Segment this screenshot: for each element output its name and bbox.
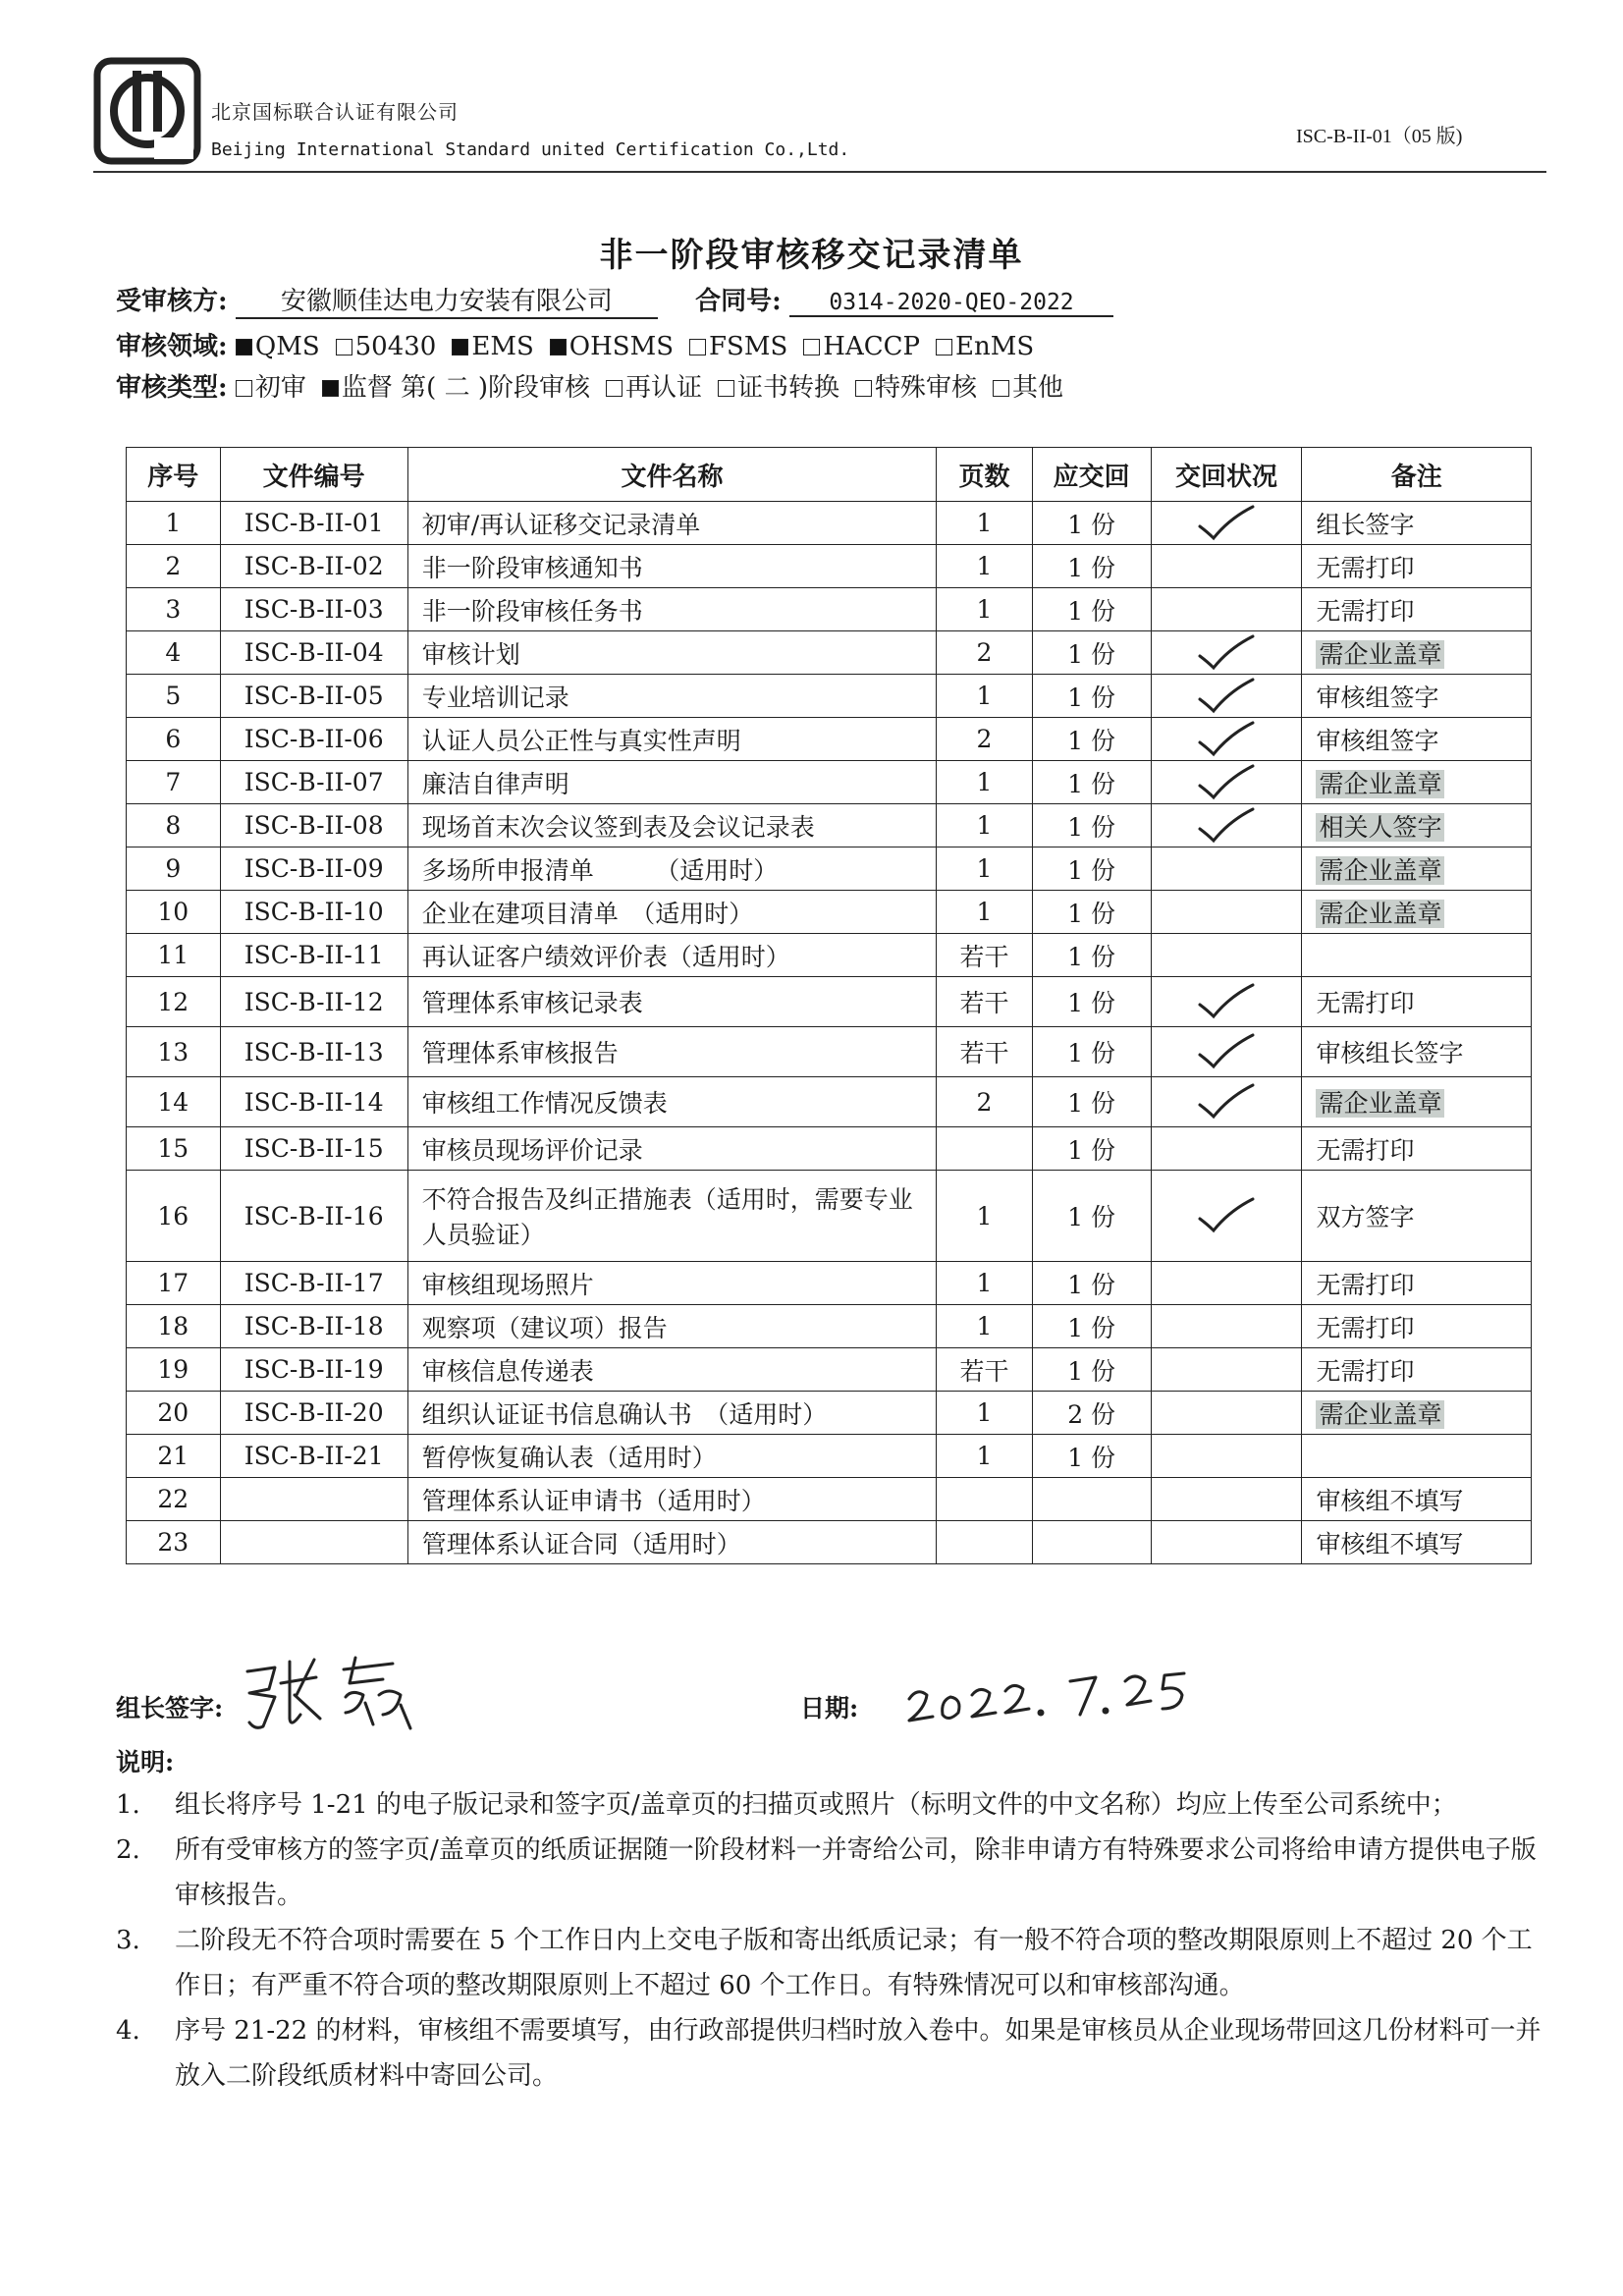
cell-pages: 1 bbox=[937, 675, 1033, 718]
audit-scope-label: 审核领域: bbox=[116, 332, 228, 361]
cell-name: 管理体系审核报告 bbox=[407, 1027, 936, 1077]
option-item bbox=[452, 332, 533, 361]
cell-copies: 1 份 bbox=[1032, 847, 1151, 891]
cell-code: ISC-B-II-18 bbox=[220, 1305, 407, 1348]
note-text: 需企业盖章 bbox=[1316, 1089, 1444, 1118]
cell-pages: 1 bbox=[937, 545, 1033, 588]
cell-copies: 1 份 bbox=[1032, 934, 1151, 977]
option-item bbox=[322, 373, 590, 403]
leader-signature bbox=[236, 1650, 422, 1738]
cell-returned bbox=[1151, 502, 1302, 545]
cell-note bbox=[1302, 588, 1532, 631]
cell-returned bbox=[1151, 847, 1302, 891]
cell-note bbox=[1302, 1262, 1532, 1305]
note-text: 组长将序号 1-21 的电子版记录和签字页/盖章页的扫描页或照片（标明文件的中文名称）均应上传至公司系统中； bbox=[175, 1790, 1457, 1820]
cell-copies: 1 份 bbox=[1032, 891, 1151, 934]
audit-scope-row bbox=[116, 326, 1050, 362]
cell-copies: 1 份 bbox=[1032, 1077, 1151, 1127]
option-item bbox=[855, 373, 977, 403]
note-text: 审核组签字 bbox=[1316, 726, 1439, 755]
cell-name: 管理体系认证申请书（适用时） bbox=[407, 1478, 936, 1521]
unchecked-box-icon bbox=[689, 339, 706, 355]
note-text: 无需打印 bbox=[1316, 553, 1415, 582]
cell-pages: 若干 bbox=[937, 934, 1033, 977]
cell-returned bbox=[1151, 1077, 1302, 1127]
note-number: 1. bbox=[116, 1790, 140, 1820]
cell-name: 专业培训记录 bbox=[407, 675, 936, 718]
note-item bbox=[116, 1782, 1549, 1828]
cell-pages: 1 bbox=[937, 761, 1033, 804]
checkmark-icon bbox=[1192, 805, 1261, 847]
note-number: 4. bbox=[116, 2016, 140, 2046]
cell-no: 13 bbox=[127, 1027, 221, 1077]
cell-returned bbox=[1151, 1435, 1302, 1478]
option-label: OHSMS bbox=[568, 332, 674, 361]
note-text: 需企业盖章 bbox=[1316, 1400, 1444, 1429]
cell-code: ISC-B-II-14 bbox=[220, 1077, 407, 1127]
cell-pages: 1 bbox=[937, 804, 1033, 847]
company-name-cn: 北京国标联合认证有限公司 bbox=[211, 100, 459, 124]
cell-name: 非一阶段审核通知书 bbox=[407, 545, 936, 588]
note-text: 需企业盖章 bbox=[1316, 770, 1444, 798]
signature-label: 组长签字: bbox=[116, 1694, 224, 1722]
cell-copies: 1 份 bbox=[1032, 1027, 1151, 1077]
cell-no: 5 bbox=[127, 675, 221, 718]
unchecked-box-icon bbox=[236, 380, 252, 397]
cell-returned bbox=[1151, 718, 1302, 761]
cell-note bbox=[1302, 1171, 1532, 1262]
cell-returned bbox=[1151, 1262, 1302, 1305]
note-text: 无需打印 bbox=[1316, 989, 1415, 1017]
cell-no: 14 bbox=[127, 1077, 221, 1127]
cell-copies: 2 份 bbox=[1032, 1392, 1151, 1435]
checked-box-icon bbox=[550, 339, 567, 355]
cell-note bbox=[1302, 718, 1532, 761]
notes-list bbox=[116, 1782, 1549, 2099]
cell-name: 管理体系审核记录表 bbox=[407, 977, 936, 1027]
cell-note bbox=[1302, 1127, 1532, 1171]
checkmark-icon bbox=[1192, 981, 1261, 1022]
cell-returned bbox=[1151, 934, 1302, 977]
cell-copies: 1 份 bbox=[1032, 804, 1151, 847]
col-header-name: 文件名称 bbox=[407, 448, 936, 502]
cell-code: ISC-B-II-06 bbox=[220, 718, 407, 761]
unchecked-box-icon bbox=[993, 380, 1009, 397]
cell-returned bbox=[1151, 588, 1302, 631]
note-text: 组长签字 bbox=[1316, 510, 1415, 539]
audit-type-row bbox=[116, 367, 1079, 404]
note-number: 3. bbox=[116, 1926, 140, 1955]
table-row bbox=[127, 718, 1532, 761]
cell-pages: 1 bbox=[937, 847, 1033, 891]
option-label: FSMS bbox=[709, 332, 788, 361]
option-label: 监督 第( 二 )阶段审核 bbox=[341, 373, 590, 403]
cell-returned bbox=[1151, 1348, 1302, 1392]
checkmark-icon bbox=[1192, 762, 1261, 803]
cell-no: 15 bbox=[127, 1127, 221, 1171]
audit-type-options bbox=[236, 373, 1079, 403]
cell-note bbox=[1302, 1077, 1532, 1127]
cell-pages: 若干 bbox=[937, 1027, 1033, 1077]
contract-label: 合同号: bbox=[695, 287, 782, 316]
cell-name: 不符合报告及纠正措施表（适用时，需要专业人员验证） bbox=[407, 1171, 936, 1262]
option-label: 证书转换 bbox=[737, 373, 840, 403]
unchecked-box-icon bbox=[718, 380, 734, 397]
cell-copies: 1 份 bbox=[1032, 977, 1151, 1027]
table-row bbox=[127, 891, 1532, 934]
cell-copies: 1 份 bbox=[1032, 1262, 1151, 1305]
note-text: 审核组长签字 bbox=[1316, 1039, 1464, 1067]
table-row bbox=[127, 761, 1532, 804]
cell-no: 20 bbox=[127, 1392, 221, 1435]
cell-note bbox=[1302, 1435, 1532, 1478]
option-label: 特殊审核 bbox=[875, 373, 978, 403]
cell-returned bbox=[1151, 1392, 1302, 1435]
cell-pages: 2 bbox=[937, 1077, 1033, 1127]
table-row bbox=[127, 631, 1532, 675]
note-item bbox=[116, 2008, 1549, 2099]
cell-note bbox=[1302, 1478, 1532, 1521]
header-divider bbox=[93, 171, 1546, 173]
cell-name: 审核信息传递表 bbox=[407, 1348, 936, 1392]
option-label: 初审 bbox=[254, 373, 306, 403]
cell-pages: 1 bbox=[937, 891, 1033, 934]
cell-no: 21 bbox=[127, 1435, 221, 1478]
cell-code: ISC-B-II-20 bbox=[220, 1392, 407, 1435]
option-label: QMS bbox=[254, 332, 320, 361]
table-row bbox=[127, 1392, 1532, 1435]
cell-note bbox=[1302, 804, 1532, 847]
unchecked-box-icon bbox=[336, 339, 352, 355]
cell-returned bbox=[1151, 1127, 1302, 1171]
cell-copies bbox=[1032, 1521, 1151, 1564]
note-text: 审核组不填写 bbox=[1316, 1486, 1464, 1515]
auditee-label: 受审核方: bbox=[116, 287, 228, 316]
cell-pages: 1 bbox=[937, 1392, 1033, 1435]
checked-box-icon bbox=[322, 380, 339, 397]
cell-note bbox=[1302, 761, 1532, 804]
checkmark-icon bbox=[1192, 719, 1261, 760]
handwritten-date bbox=[903, 1660, 1198, 1738]
cell-no: 18 bbox=[127, 1305, 221, 1348]
col-header-code: 文件编号 bbox=[220, 448, 407, 502]
table-row bbox=[127, 1305, 1532, 1348]
cell-copies: 1 份 bbox=[1032, 718, 1151, 761]
cell-no: 12 bbox=[127, 977, 221, 1027]
table-row bbox=[127, 1171, 1532, 1262]
cell-code: ISC-B-II-21 bbox=[220, 1435, 407, 1478]
auditee-value: 安徽顺佳达电力安装有限公司 bbox=[236, 281, 658, 319]
cell-returned bbox=[1151, 631, 1302, 675]
option-item bbox=[803, 332, 920, 361]
option-label: HACCP bbox=[823, 332, 921, 361]
table-row bbox=[127, 588, 1532, 631]
table-row bbox=[127, 934, 1532, 977]
unchecked-box-icon bbox=[803, 339, 820, 355]
table-header-row bbox=[127, 448, 1532, 502]
checkmark-icon bbox=[1192, 503, 1261, 544]
cell-name: 暂停恢复确认表（适用时） bbox=[407, 1435, 936, 1478]
note-text: 需企业盖章 bbox=[1316, 640, 1444, 669]
cell-pages: 2 bbox=[937, 631, 1033, 675]
table-row bbox=[127, 1435, 1532, 1478]
cell-no: 17 bbox=[127, 1262, 221, 1305]
cell-no: 3 bbox=[127, 588, 221, 631]
cell-copies: 1 份 bbox=[1032, 588, 1151, 631]
cell-pages: 2 bbox=[937, 718, 1033, 761]
table-row bbox=[127, 675, 1532, 718]
table-row bbox=[127, 804, 1532, 847]
cell-returned bbox=[1151, 761, 1302, 804]
cell-no: 19 bbox=[127, 1348, 221, 1392]
cell-code bbox=[220, 1478, 407, 1521]
cell-code: ISC-B-II-02 bbox=[220, 545, 407, 588]
cell-note bbox=[1302, 631, 1532, 675]
note-text: 审核组不填写 bbox=[1316, 1529, 1464, 1558]
notes-title: 说明: bbox=[116, 1748, 175, 1777]
cell-code: ISC-B-II-11 bbox=[220, 934, 407, 977]
cell-no: 1 bbox=[127, 502, 221, 545]
cell-pages: 1 bbox=[937, 1435, 1033, 1478]
cell-copies bbox=[1032, 1478, 1151, 1521]
cell-note bbox=[1302, 1392, 1532, 1435]
option-item bbox=[550, 332, 674, 361]
option-label: EMS bbox=[471, 332, 534, 361]
cell-name: 非一阶段审核任务书 bbox=[407, 588, 936, 631]
cell-note bbox=[1302, 977, 1532, 1027]
audit-scope-options bbox=[236, 332, 1050, 361]
cell-code: ISC-B-II-05 bbox=[220, 675, 407, 718]
cell-returned bbox=[1151, 1027, 1302, 1077]
cell-copies: 1 份 bbox=[1032, 631, 1151, 675]
cell-returned bbox=[1151, 1305, 1302, 1348]
table-row bbox=[127, 977, 1532, 1027]
cell-no: 22 bbox=[127, 1478, 221, 1521]
cell-note bbox=[1302, 847, 1532, 891]
table-row bbox=[127, 1027, 1532, 1077]
cell-pages: 1 bbox=[937, 1262, 1033, 1305]
cell-name: 初审/再认证移交记录清单 bbox=[407, 502, 936, 545]
cell-name: 认证人员公正性与真实性声明 bbox=[407, 718, 936, 761]
checkmark-icon bbox=[1192, 1195, 1261, 1236]
cell-code: ISC-B-II-08 bbox=[220, 804, 407, 847]
cell-note bbox=[1302, 934, 1532, 977]
table-row bbox=[127, 1521, 1532, 1564]
cell-copies: 1 份 bbox=[1032, 545, 1151, 588]
cell-note bbox=[1302, 1027, 1532, 1077]
cell-pages: 1 bbox=[937, 1305, 1033, 1348]
cell-no: 2 bbox=[127, 545, 221, 588]
option-item bbox=[236, 332, 320, 361]
document-title: 非一阶段审核移交记录清单 bbox=[599, 236, 1024, 275]
cell-copies: 1 份 bbox=[1032, 1171, 1151, 1262]
checkmark-icon bbox=[1192, 1081, 1261, 1122]
cell-no: 7 bbox=[127, 761, 221, 804]
col-header-note: 备注 bbox=[1302, 448, 1532, 502]
table-body bbox=[127, 502, 1532, 1564]
cell-code: ISC-B-II-04 bbox=[220, 631, 407, 675]
cell-code: ISC-B-II-17 bbox=[220, 1262, 407, 1305]
option-item bbox=[718, 373, 839, 403]
cell-copies: 1 份 bbox=[1032, 675, 1151, 718]
cell-returned bbox=[1151, 1478, 1302, 1521]
col-header-pages: 页数 bbox=[937, 448, 1033, 502]
cell-returned bbox=[1151, 1521, 1302, 1564]
cell-code: ISC-B-II-12 bbox=[220, 977, 407, 1027]
note-text: 双方签字 bbox=[1316, 1203, 1415, 1231]
cell-code: ISC-B-II-19 bbox=[220, 1348, 407, 1392]
cell-returned bbox=[1151, 804, 1302, 847]
cell-returned bbox=[1151, 891, 1302, 934]
option-item bbox=[606, 373, 702, 403]
cell-note bbox=[1302, 502, 1532, 545]
cell-note bbox=[1302, 1348, 1532, 1392]
company-name-en: Beijing International Standard united Certification Co.,Ltd. bbox=[211, 139, 850, 160]
checked-box-icon bbox=[236, 339, 252, 355]
cell-returned bbox=[1151, 545, 1302, 588]
note-text: 无需打印 bbox=[1316, 1313, 1415, 1342]
cell-note bbox=[1302, 675, 1532, 718]
cell-pages bbox=[937, 1127, 1033, 1171]
cell-returned bbox=[1151, 977, 1302, 1027]
date-label: 日期: bbox=[800, 1694, 859, 1722]
table-row bbox=[127, 1348, 1532, 1392]
cell-name: 观察项（建议项）报告 bbox=[407, 1305, 936, 1348]
cell-pages bbox=[937, 1478, 1033, 1521]
cell-copies: 1 份 bbox=[1032, 761, 1151, 804]
cell-code: ISC-B-II-16 bbox=[220, 1171, 407, 1262]
note-text: 无需打印 bbox=[1316, 1135, 1415, 1165]
table-row bbox=[127, 1478, 1532, 1521]
cell-code bbox=[220, 1521, 407, 1564]
cell-pages: 1 bbox=[937, 1171, 1033, 1262]
cell-returned bbox=[1151, 1171, 1302, 1262]
unchecked-box-icon bbox=[936, 339, 952, 355]
cell-no: 11 bbox=[127, 934, 221, 977]
note-text: 审核组签字 bbox=[1316, 683, 1439, 712]
cell-name: 再认证客户绩效评价表（适用时） bbox=[407, 934, 936, 977]
checkmark-icon bbox=[1192, 632, 1261, 674]
option-label: 其他 bbox=[1012, 373, 1064, 403]
option-item bbox=[936, 332, 1034, 361]
cell-note bbox=[1302, 1521, 1532, 1564]
cell-code: ISC-B-II-01 bbox=[220, 502, 407, 545]
option-item bbox=[689, 332, 787, 361]
audit-type-label: 审核类型: bbox=[116, 373, 228, 403]
cell-pages: 1 bbox=[937, 502, 1033, 545]
table-row bbox=[127, 847, 1532, 891]
cell-name: 审核组工作情况反馈表 bbox=[407, 1077, 936, 1127]
unchecked-box-icon bbox=[606, 380, 622, 397]
cell-name: 审核计划 bbox=[407, 631, 936, 675]
cell-code: ISC-B-II-03 bbox=[220, 588, 407, 631]
cell-no: 10 bbox=[127, 891, 221, 934]
table-row bbox=[127, 545, 1532, 588]
note-number: 2. bbox=[116, 1835, 140, 1865]
cell-pages: 1 bbox=[937, 588, 1033, 631]
checkmark-icon bbox=[1192, 1031, 1261, 1072]
table-row bbox=[127, 1127, 1532, 1171]
auditee-row bbox=[116, 281, 1113, 319]
cell-copies: 1 份 bbox=[1032, 1305, 1151, 1348]
company-logo bbox=[93, 57, 201, 165]
table-row bbox=[127, 502, 1532, 545]
cell-name: 组织认证证书信息确认书 （适用时） bbox=[407, 1392, 936, 1435]
cell-copies: 1 份 bbox=[1032, 1348, 1151, 1392]
handover-table bbox=[126, 447, 1532, 1564]
cell-no: 4 bbox=[127, 631, 221, 675]
cell-code: ISC-B-II-15 bbox=[220, 1127, 407, 1171]
cell-no: 6 bbox=[127, 718, 221, 761]
cell-copies: 1 份 bbox=[1032, 502, 1151, 545]
option-label: 50430 bbox=[354, 332, 437, 361]
note-text: 无需打印 bbox=[1316, 596, 1415, 626]
cell-code: ISC-B-II-10 bbox=[220, 891, 407, 934]
form-code: ISC-B-II-01（05 版) bbox=[1296, 126, 1463, 147]
note-text: 二阶段无不符合项时需要在 5 个工作日内上交电子版和寄出纸质记录；有一般不符合项的整改期限原则上不超过 20 个工作日；有严重不符合项的整改期限原则上不超过 60 个工作日。有特殊情况可以和审核部沟通。 bbox=[175, 1926, 1533, 2000]
note-item bbox=[116, 1828, 1549, 1918]
note-text: 序号 21-22 的材料，审核组不需要填写，由行政部提供归档时放入卷中。如果是审核员从企业现场带回这几份材料可一并放入二阶段纸质材料中寄回公司。 bbox=[175, 2016, 1542, 2091]
unchecked-box-icon bbox=[855, 380, 872, 397]
cell-note bbox=[1302, 891, 1532, 934]
cell-name: 企业在建项目清单 （适用时） bbox=[407, 891, 936, 934]
cell-name: 多场所申报清单 （适用时） bbox=[407, 847, 936, 891]
note-text: 需企业盖章 bbox=[1316, 856, 1444, 885]
option-label: EnMS bbox=[955, 332, 1035, 361]
cell-pages: 若干 bbox=[937, 977, 1033, 1027]
col-header-copies: 应交回 bbox=[1032, 448, 1151, 502]
option-item bbox=[236, 373, 306, 403]
cell-copies: 1 份 bbox=[1032, 1435, 1151, 1478]
cell-name: 廉洁自律声明 bbox=[407, 761, 936, 804]
cell-code: ISC-B-II-07 bbox=[220, 761, 407, 804]
cell-note bbox=[1302, 1305, 1532, 1348]
note-text: 需企业盖章 bbox=[1316, 900, 1444, 928]
cell-pages bbox=[937, 1521, 1033, 1564]
note-text: 无需打印 bbox=[1316, 1270, 1415, 1299]
table-row bbox=[127, 1262, 1532, 1305]
option-item bbox=[993, 373, 1063, 403]
cell-note bbox=[1302, 545, 1532, 588]
cell-code: ISC-B-II-13 bbox=[220, 1027, 407, 1077]
cell-name: 审核员现场评价记录 bbox=[407, 1127, 936, 1171]
note-item bbox=[116, 1918, 1549, 2008]
table-row bbox=[127, 1077, 1532, 1127]
cell-name: 管理体系认证合同（适用时） bbox=[407, 1521, 936, 1564]
cell-no: 16 bbox=[127, 1171, 221, 1262]
contract-value: 0314-2020-QEO-2022 bbox=[789, 290, 1113, 317]
cell-name: 现场首末次会议签到表及会议记录表 bbox=[407, 804, 936, 847]
cell-pages: 若干 bbox=[937, 1348, 1033, 1392]
cell-name: 审核组现场照片 bbox=[407, 1262, 936, 1305]
option-label: 再认证 bbox=[624, 373, 702, 403]
checkmark-icon bbox=[1192, 676, 1261, 717]
note-text: 相关人签字 bbox=[1316, 813, 1444, 842]
col-header-no: 序号 bbox=[127, 448, 221, 502]
note-text: 所有受审核方的签字页/盖章页的纸质证据随一阶段材料一并寄给公司，除非申请方有特殊要求公司将给申请方提供电子版审核报告。 bbox=[175, 1835, 1537, 1910]
cell-no: 23 bbox=[127, 1521, 221, 1564]
col-header-returned: 交回状况 bbox=[1151, 448, 1302, 502]
cell-copies: 1 份 bbox=[1032, 1127, 1151, 1171]
cell-no: 9 bbox=[127, 847, 221, 891]
cell-code: ISC-B-II-09 bbox=[220, 847, 407, 891]
note-text: 无需打印 bbox=[1316, 1356, 1415, 1386]
option-item bbox=[336, 332, 437, 361]
checked-box-icon bbox=[452, 339, 468, 355]
cell-returned bbox=[1151, 675, 1302, 718]
cell-no: 8 bbox=[127, 804, 221, 847]
